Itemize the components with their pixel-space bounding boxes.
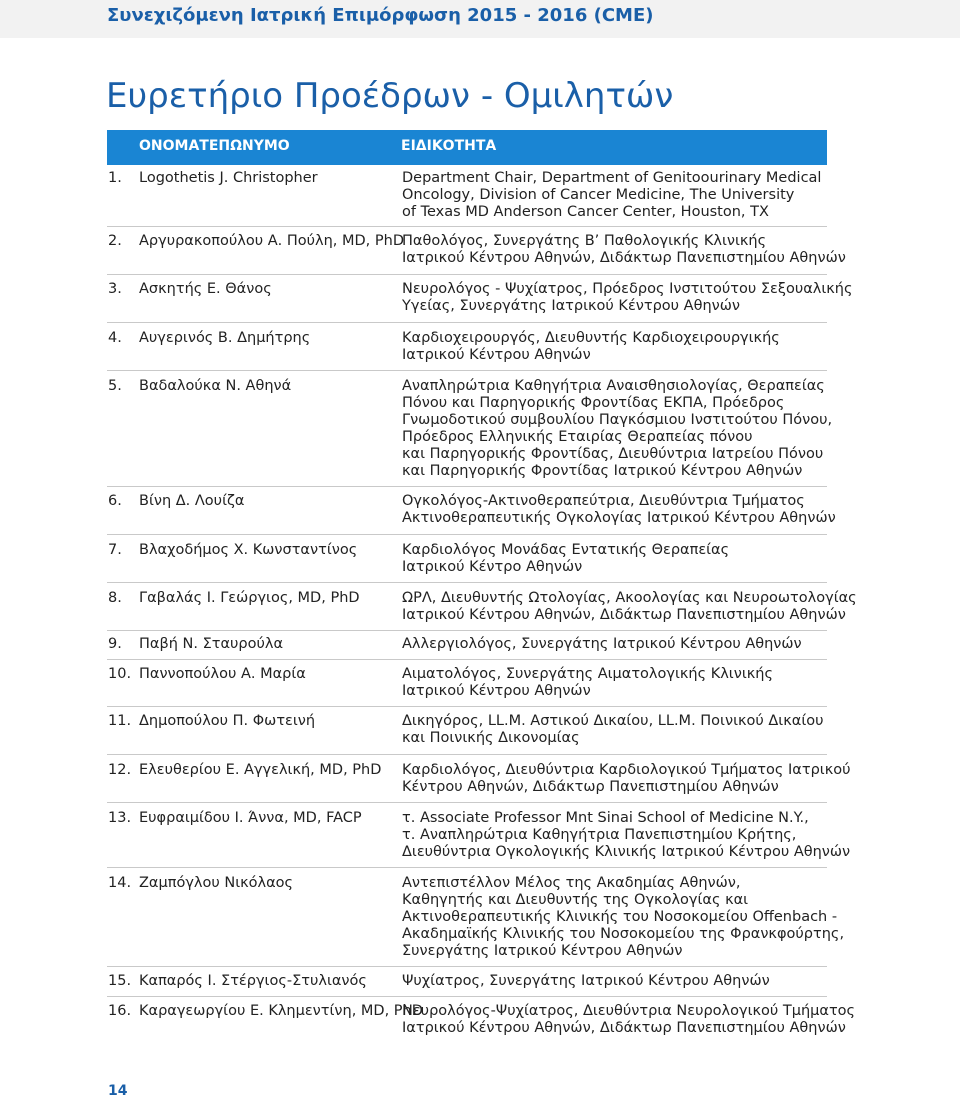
table-row bbox=[107, 630, 827, 659]
specialty-line: Αναπληρώτρια Καθηγήτρια Αναισθησιολογίας, Θεραπείας bbox=[402, 378, 825, 394]
specialty-line: και Παρηγορικής Φροντίδας, Διευθύντρια Ιατρείου Πόνου bbox=[402, 446, 824, 462]
table-row bbox=[107, 867, 845, 966]
row-index: 11. bbox=[108, 713, 132, 729]
row-index: 3. bbox=[108, 281, 122, 297]
speaker-name: Ζαμπόγλου Νικόλαος bbox=[139, 875, 294, 891]
speaker-name: Logothetis J. Christopher bbox=[139, 170, 318, 186]
row-index: 4. bbox=[108, 330, 122, 346]
specialty-line: Ιατρικού Κέντρου Αθηνών bbox=[402, 683, 591, 699]
table-row bbox=[107, 226, 846, 274]
row-index: 15. bbox=[108, 973, 132, 989]
speaker-specialty bbox=[402, 875, 845, 960]
speaker-specialty bbox=[402, 810, 851, 861]
speaker-name: Ασκητής Ε. Θάνος bbox=[139, 281, 272, 297]
row-index: 16. bbox=[108, 1003, 132, 1019]
speaker-specialty bbox=[402, 233, 846, 267]
specialty-line: Ιατρικού Κέντρο Αθηνών bbox=[402, 559, 583, 575]
row-index: 7. bbox=[108, 542, 122, 558]
speaker-specialty bbox=[402, 762, 851, 796]
speaker-name: Αργυρακοπούλου Α. Πούλη, MD, PhD bbox=[139, 233, 405, 249]
table-row bbox=[107, 370, 833, 486]
specialty-line: Υγείας, Συνεργάτης Ιατρικού Κέντρου Αθηνών bbox=[402, 298, 741, 314]
specialty-line: Δικηγόρος, LL.M. Αστικού Δικαίου, LL.M. Ποινικού Δικαίου bbox=[402, 713, 824, 729]
specialty-line: Ακτινοθεραπευτικής Ογκολογίας Ιατρικού Κέντρου Αθηνών bbox=[402, 510, 836, 526]
table-row bbox=[107, 802, 851, 867]
speaker-name: Καπαρός Ι. Στέργιος-Στυλιανός bbox=[139, 973, 367, 989]
specialty-line: Διευθύντρια Ογκολογικής Κλινικής Ιατρικού Κέντρου Αθηνών bbox=[402, 844, 851, 860]
speaker-specialty bbox=[402, 1003, 856, 1037]
table-row bbox=[107, 274, 853, 322]
specialty-line: Αντεπιστέλλον Μέλος της Ακαδημίας Αθηνών, bbox=[402, 875, 741, 891]
specialty-line: Καρδιοχειρουργός, Διευθυντής Καρδιοχειρουργικής bbox=[402, 330, 780, 346]
row-index: 5. bbox=[108, 378, 122, 394]
speaker-specialty bbox=[402, 493, 836, 527]
speaker-name: Βλαχοδήμος Χ. Κωνσταντίνος bbox=[139, 542, 358, 558]
specialty-line: Ακαδημαϊκής Κλινικής του Νοσοκομείου της Φρανκφούρτης, bbox=[402, 926, 845, 942]
header-title: Συνεχιζόμενη Ιατρική Επιμόρφωση 2015 - 2016 (CME) bbox=[107, 5, 654, 26]
speaker-name: Καραγεωργίου Ε. Κλημεντίνη, MD, PhD bbox=[139, 1003, 423, 1019]
header-bar bbox=[0, 0, 960, 38]
specialty-line: Αιματολόγος, Συνεργάτης Αιματολογικής Κλινικής bbox=[402, 666, 773, 682]
row-index: 9. bbox=[108, 636, 122, 652]
speaker-name: Αυγερινός Β. Δημήτρης bbox=[139, 330, 311, 346]
row-index: 13. bbox=[108, 810, 132, 826]
specialty-line: Συνεργάτης Ιατρικού Κέντρου Αθηνών bbox=[402, 943, 683, 959]
specialty-line: Πόνου και Παρηγορικής Φροντίδας ΕΚΠΑ, Πρόεδρος bbox=[402, 395, 785, 411]
specialty-line: και Ποινικής Δικονομίας bbox=[402, 730, 580, 746]
table-row bbox=[107, 322, 827, 370]
table-row bbox=[107, 582, 857, 630]
specialty-line: Ακτινοθεραπευτικής Κλινικής του Νοσοκομείου Offenbach - bbox=[402, 909, 838, 925]
speaker-specialty bbox=[402, 542, 827, 576]
row-index: 12. bbox=[108, 762, 132, 778]
column-header-name: ΟΝΟΜΑΤΕΠΩΝΥΜΟ bbox=[139, 138, 290, 154]
specialty-line: Ιατρικού Κέντρου Αθηνών, Διδάκτωρ Πανεπιστημίου Αθηνών bbox=[402, 607, 846, 623]
table-row bbox=[107, 534, 827, 582]
specialty-line: Καρδιολόγος, Διευθύντρια Καρδιολογικού Τμήματος Ιατρικού bbox=[402, 762, 851, 778]
specialty-line: τ. Associate Professor Mnt Sinai School of Medicine N.Y., bbox=[402, 810, 809, 826]
speaker-name: Δημοπούλου Π. Φωτεινή bbox=[139, 713, 316, 729]
specialty-line: of Texas MD Anderson Cancer Center, Houston, TX bbox=[402, 204, 769, 220]
table-row bbox=[107, 706, 827, 754]
specialty-line: Αλλεργιολόγος, Συνεργάτης Ιατρικού Κέντρου Αθηνών bbox=[402, 636, 802, 652]
table-row bbox=[107, 966, 827, 996]
speaker-name: Βαδαλούκα Ν. Αθηνά bbox=[139, 378, 292, 394]
speaker-specialty bbox=[402, 281, 853, 315]
speaker-specialty bbox=[402, 713, 827, 747]
specialty-line: Νευρολόγος - Ψυχίατρος, Πρόεδρος Ινστιτούτου Σεξουαλικής bbox=[402, 281, 853, 297]
speaker-specialty bbox=[402, 170, 827, 221]
specialty-line: Ψυχίατρος, Συνεργάτης Ιατρικού Κέντρου Αθηνών bbox=[402, 973, 770, 989]
specialty-line: Ογκολόγος-Ακτινοθεραπεύτρια, Διευθύντρια Τμήματος bbox=[402, 493, 805, 509]
speaker-name: Παβή Ν. Σταυρούλα bbox=[139, 636, 284, 652]
table-header bbox=[107, 130, 827, 165]
specialty-line: Καρδιολόγος Μονάδας Εντατικής Θεραπείας bbox=[402, 542, 730, 558]
row-index: 6. bbox=[108, 493, 122, 509]
speaker-name: Γαβαλάς Ι. Γεώργιος, MD, PhD bbox=[139, 590, 360, 606]
row-index: 2. bbox=[108, 233, 122, 249]
specialty-line: Κέντρου Αθηνών, Διδάκτωρ Πανεπιστημίου Αθηνών bbox=[402, 779, 779, 795]
specialty-line: Παθολόγος, Συνεργάτης Β’ Παθολογικής Κλινικής bbox=[402, 233, 767, 249]
specialty-line: Ιατρικού Κέντρου Αθηνών, Διδάκτωρ Πανεπιστημίου Αθηνών bbox=[402, 250, 846, 266]
speaker-specialty bbox=[402, 330, 827, 364]
specialty-line: Γνωμοδοτικού συμβουλίου Παγκόσμιου Ινστιτούτου Πόνου, bbox=[402, 412, 833, 428]
specialty-line: Ιατρικού Κέντρου Αθηνών bbox=[402, 347, 591, 363]
specialty-line: Νευρολόγος-Ψυχίατρος, Διευθύντρια Νευρολογικού Τμήματος bbox=[402, 1003, 856, 1019]
table-row bbox=[107, 754, 851, 802]
speaker-specialty bbox=[402, 636, 827, 653]
specialty-line: και Παρηγορικής Φροντίδας Ιατρικού Κέντρου Αθηνών bbox=[402, 463, 803, 479]
specialty-line: τ. Αναπληρώτρια Καθηγήτρια Πανεπιστημίου Κρήτης, bbox=[402, 827, 797, 843]
specialty-line: Department Chair, Department of Genitoourinary Medical bbox=[402, 170, 822, 186]
page-number: 14 bbox=[108, 1083, 128, 1099]
specialty-line: Ιατρικού Κέντρου Αθηνών, Διδάκτωρ Πανεπιστημίου Αθηνών bbox=[402, 1020, 846, 1036]
row-index: 14. bbox=[108, 875, 132, 891]
speaker-specialty bbox=[402, 590, 857, 624]
speaker-name: Ελευθερίου Ε. Αγγελική, MD, PhD bbox=[139, 762, 382, 778]
specialty-line: Καθηγητής και Διευθυντής της Ογκολογίας και bbox=[402, 892, 749, 908]
table-row bbox=[107, 486, 836, 534]
table-row bbox=[107, 170, 827, 226]
speakers-table bbox=[107, 170, 857, 1037]
row-index: 1. bbox=[108, 170, 122, 186]
table-row bbox=[107, 996, 856, 1037]
speaker-specialty bbox=[402, 666, 827, 700]
speaker-specialty bbox=[402, 973, 827, 990]
speaker-specialty bbox=[402, 378, 833, 480]
page-title: Ευρετήριο Προέδρων - Ομιλητών bbox=[106, 76, 674, 116]
speaker-name: Ευφραιμίδου Ι. Άννα, MD, FACP bbox=[139, 810, 362, 826]
row-index: 8. bbox=[108, 590, 122, 606]
specialty-line: Πρόεδρος Ελληνικής Εταιρίας Θεραπείας πόνου bbox=[402, 429, 753, 445]
row-index: 10. bbox=[108, 666, 132, 682]
specialty-line: Oncology, Division of Cancer Medicine, The University bbox=[402, 187, 795, 203]
column-header-specialty: ΕΙΔΙΚΟΤΗΤΑ bbox=[401, 138, 497, 154]
speaker-name: Παννοπούλου Α. Μαρία bbox=[139, 666, 306, 682]
specialty-line: ΩΡΛ, Διευθυντής Ωτολογίας, Ακοολογίας και Νευροωτολογίας bbox=[402, 590, 857, 606]
speaker-name: Βίνη Δ. Λουίζα bbox=[139, 493, 245, 509]
table-row bbox=[107, 659, 827, 706]
